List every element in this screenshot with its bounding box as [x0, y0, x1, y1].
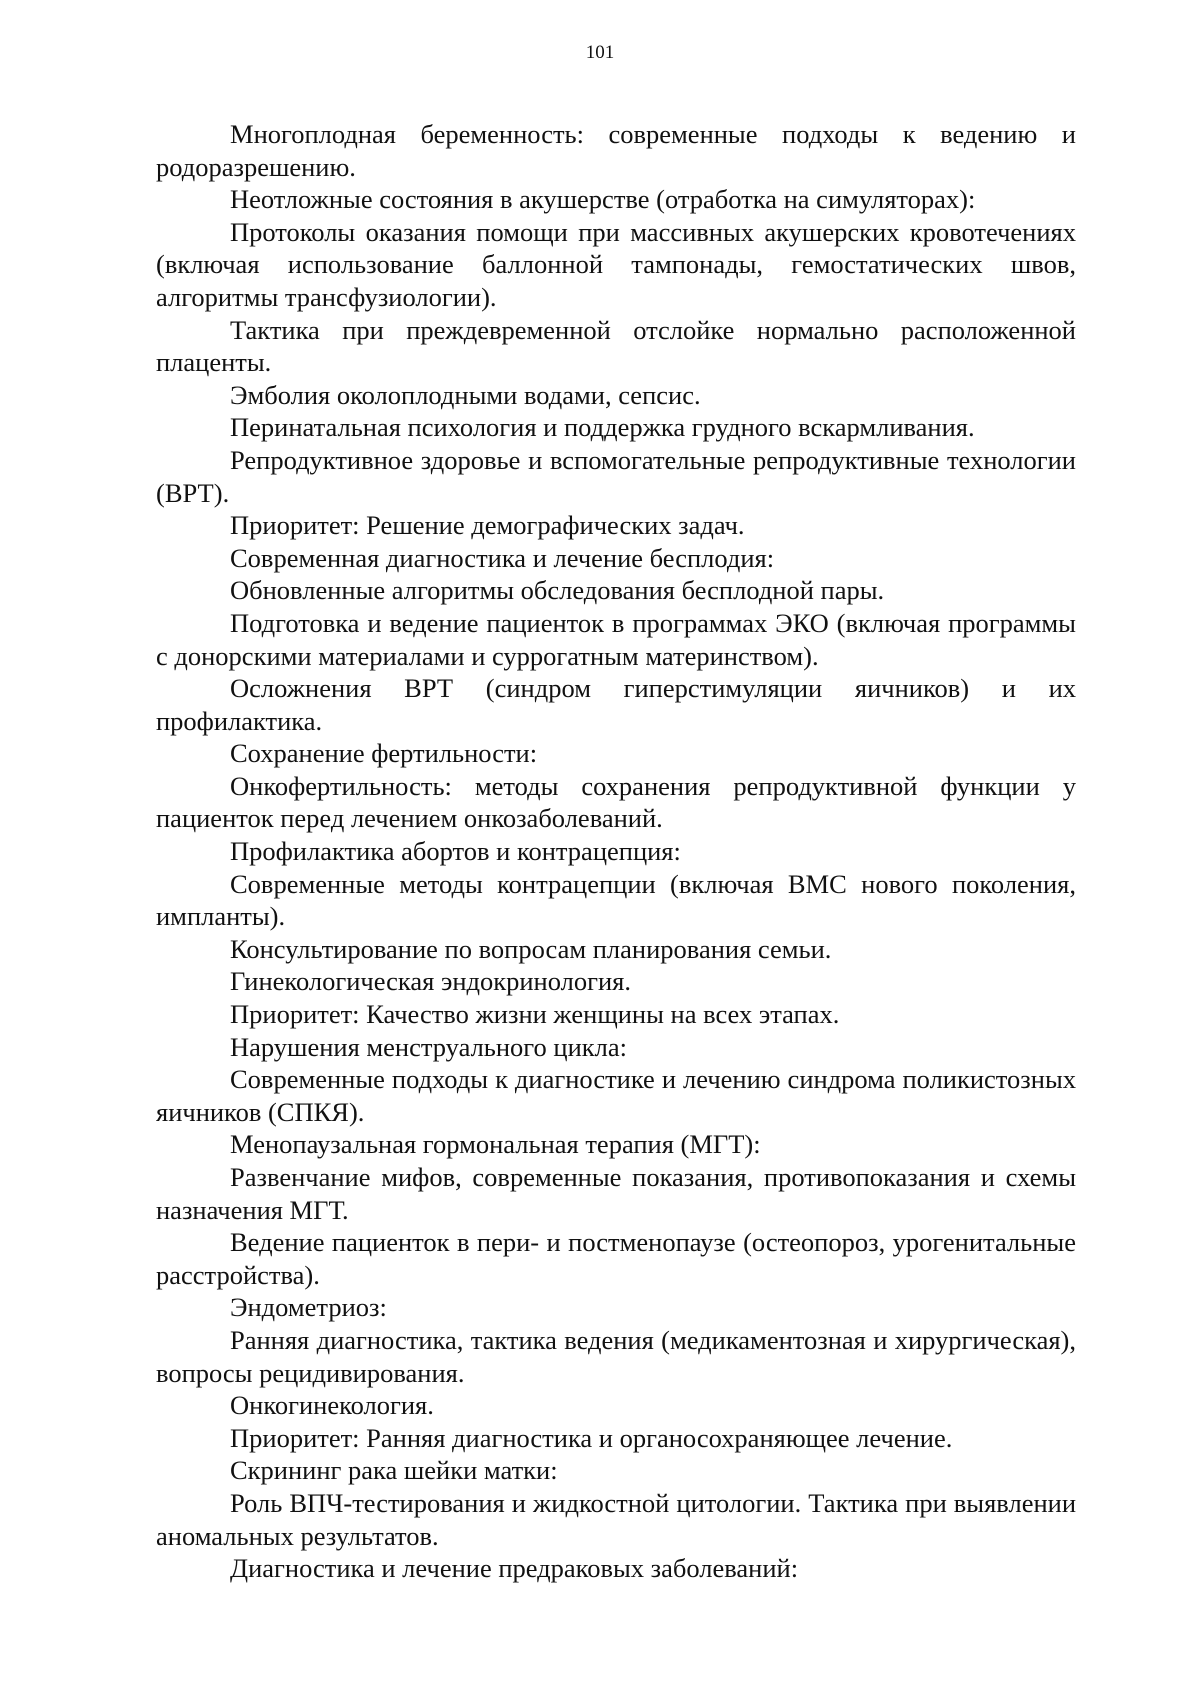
paragraph: Современные подходы к диагностике и лечению синдрома поликистозных яичников (СПКЯ). [156, 1064, 1076, 1127]
paragraph: Приоритет: Решение демографических задач. [230, 510, 745, 541]
paragraph: Приоритет: Качество жизни женщины на всех этапах. [230, 999, 840, 1030]
paragraph: Нарушения менструального цикла: [230, 1031, 627, 1062]
paragraph: Протоколы оказания помощи при массивных акушерских кровотечениях (включая использование баллонной тампонады, гемостатических швов, алгоритмы трансфузиологии). [156, 216, 1076, 312]
paragraph: Профилактика абортов и контрацепция: [230, 836, 681, 867]
paragraph: Диагностика и лечение предраковых заболеваний: [230, 1553, 799, 1584]
paragraph: Обновленные алгоритмы обследования бесплодной пары. [230, 575, 885, 606]
paragraph: Сохранение фертильности: [230, 738, 538, 769]
page-number: 101 [585, 42, 615, 63]
paragraph: Роль ВПЧ-тестирования и жидкостной цитологии. Тактика при выявлении аномальных результатов. [156, 1487, 1076, 1551]
paragraph: Онкогинекология. [230, 1390, 434, 1421]
document-body [156, 118, 1076, 1585]
paragraph: Гинекологическая эндокринология. [230, 966, 631, 997]
paragraph: Скрининг рака шейки матки: [230, 1455, 558, 1486]
paragraph: Подготовка и ведение пациенток в программах ЭКО (включая программы с донорскими материалами и суррогатным материнством). [156, 607, 1076, 671]
paragraph: Ранняя диагностика, тактика ведения (медикаментозная и хирургическая), вопросы рецидивирования. [156, 1324, 1076, 1388]
paragraph: Консультирование по вопросам планирования семьи. [230, 933, 832, 964]
paragraph: Неотложные состояния в акушерстве (отработка на симуляторах): [230, 184, 976, 215]
paragraph: Приоритет: Ранняя диагностика и органосохраняющее лечение. [230, 1422, 953, 1453]
paragraph: Многоплодная беременность: современные подходы к ведению и родоразрешению. [156, 119, 1076, 182]
paragraph: Тактика при преждевременной отслойке нормально расположенной плаценты. [156, 314, 1076, 378]
paragraph: Осложнения ВРТ (синдром гиперстимуляции яичников) и их профилактика. [156, 673, 1076, 736]
paragraph: Современные методы контрацепции (включая ВМС нового поколения, импланты). [156, 868, 1076, 932]
paragraph: Перинатальная психология и поддержка грудного вскармливания. [230, 412, 975, 443]
paragraph: Эмболия околоплодными водами, сепсис. [230, 379, 701, 410]
paragraph: Современная диагностика и лечение бесплодия: [230, 542, 775, 573]
paragraph: Ведение пациенток в пери- и постменопаузе (остеопороз, урогенитальные расстройства). [156, 1227, 1076, 1290]
paragraph: Развенчание мифов, современные показания, противопоказания и схемы назначения МГТ. [156, 1162, 1076, 1225]
paragraph: Менопаузальная гормональная терапия (МГТ): [230, 1129, 761, 1160]
paragraph: Эндометриоз: [230, 1292, 387, 1323]
paragraph: Онкофертильность: методы сохранения репродуктивной функции у пациенток перед лечением онкозаболеваний. [156, 770, 1076, 834]
paragraph: Репродуктивное здоровье и вспомогательные репродуктивные технологии (ВРТ). [156, 444, 1076, 508]
